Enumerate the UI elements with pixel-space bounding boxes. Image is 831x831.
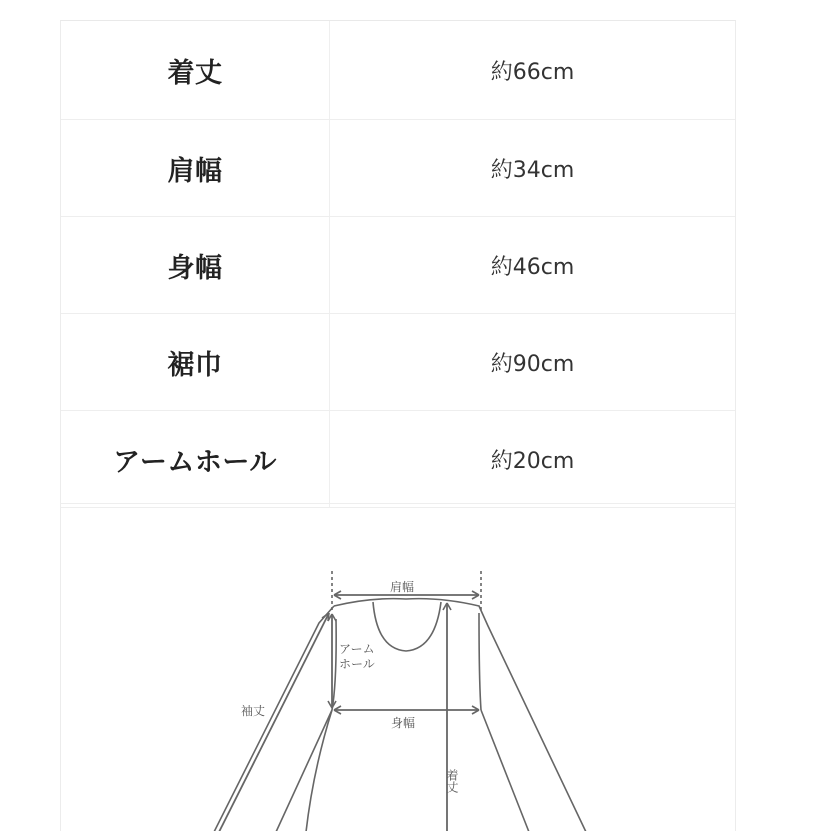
row-value: 約90cm: [490, 351, 575, 377]
label-armhole-1: アーム: [339, 642, 375, 656]
measurement-diagram: [60, 503, 736, 831]
label-shoulder: 肩幅: [390, 580, 415, 594]
garment-outline: [334, 599, 586, 831]
row-value: 約66cm: [490, 59, 575, 85]
label-sleeve: 袖丈: [241, 704, 266, 718]
table-row: [61, 120, 735, 217]
neckline: [373, 602, 441, 651]
row-value: 約20cm: [490, 448, 575, 474]
row-label: 身幅: [61, 217, 330, 313]
garment-diagram-svg: [61, 504, 735, 831]
row-label: 裾巾: [61, 314, 330, 410]
table-row: [61, 217, 735, 314]
row-label: 着丈: [61, 21, 330, 119]
row-value: 約46cm: [490, 254, 575, 280]
body-left: [306, 710, 332, 831]
table-row: [61, 314, 735, 411]
table-row: [61, 21, 735, 120]
inner-sleeve-left: [276, 710, 332, 831]
size-table: [60, 20, 736, 508]
label-armhole-2: ホール: [339, 657, 375, 671]
row-value: 約34cm: [490, 157, 575, 183]
label-body-width: 身幅: [391, 716, 416, 730]
body-right: [481, 710, 529, 831]
row-label: アームホール: [61, 411, 330, 507]
armhole-right: [479, 613, 481, 710]
table-row: [61, 411, 735, 508]
row-label: 肩幅: [61, 120, 330, 216]
label-length: 着丈: [445, 769, 459, 793]
